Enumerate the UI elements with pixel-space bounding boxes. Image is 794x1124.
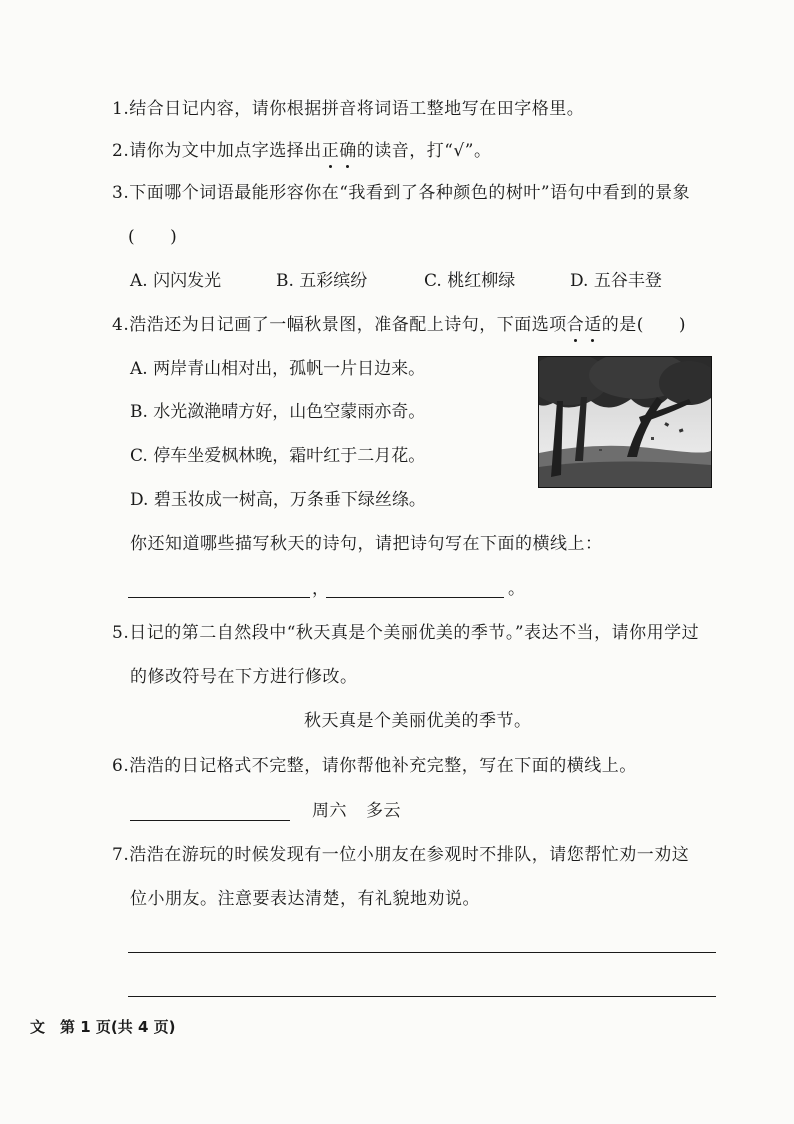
question-7-line-1: 7.浩浩在游玩的时候发现有一位小朋友在参观时不排队，请您帮忙劝一劝这 bbox=[112, 845, 690, 865]
q4-option-d[interactable]: D. 碧玉妆成一树高，万条垂下绿丝绦。 bbox=[130, 490, 426, 510]
sentence-to-revise: 秋天真是个美丽优美的季节。 bbox=[304, 711, 532, 731]
dotted-char-1: 正 bbox=[321, 141, 340, 161]
question-4 bbox=[112, 314, 686, 336]
q3-option-b[interactable]: B. 五彩缤纷 bbox=[276, 271, 368, 291]
q4-option-c[interactable]: C. 停车坐爱枫林晚，霜叶红于二月花。 bbox=[130, 446, 426, 466]
q3-option-d[interactable]: D. 五谷丰登 bbox=[570, 271, 662, 291]
question-6: 6.浩浩的日记格式不完整，请你帮他补充完整，写在下面的横线上。 bbox=[112, 756, 637, 776]
q3-option-c[interactable]: C. 桃红柳绿 bbox=[424, 271, 516, 291]
question-2-text-before: 2.请你为文中加点字选择出 bbox=[112, 141, 322, 161]
dotted-char-2: 确 bbox=[339, 141, 357, 161]
poem-prompt: 你还知道哪些描写秋天的诗句，请把诗句写在下面的横线上： bbox=[130, 534, 603, 554]
q4-option-b[interactable]: B. 水光潋滟晴方好，山色空蒙雨亦奇。 bbox=[130, 402, 426, 422]
question-2 bbox=[112, 140, 491, 162]
date-blank[interactable] bbox=[130, 820, 290, 821]
autumn-scene-image bbox=[538, 356, 712, 488]
dotted-char-4: 适 bbox=[584, 315, 602, 335]
question-7-line-2: 位小朋友。注意要表达清楚，有礼貌地劝说。 bbox=[130, 889, 480, 909]
q4-option-a[interactable]: A. 两岸青山相对出，孤帆一片日边来。 bbox=[130, 359, 426, 379]
poem-blank-1[interactable] bbox=[128, 597, 310, 598]
q3-option-a[interactable]: A. 闪闪发光 bbox=[130, 271, 222, 291]
diary-weather: 多云 bbox=[366, 801, 401, 821]
poem-comma: ， bbox=[312, 579, 330, 599]
question-3: 3.下面哪个词语最能形容你在“我看到了各种颜色的树叶”语句中看到的景象 bbox=[112, 183, 691, 203]
answer-line-1[interactable] bbox=[128, 952, 716, 953]
question-5-line-2: 的修改符号在下方进行修改。 bbox=[130, 667, 358, 687]
question-1: 1.结合日记内容，请你根据拼音将词语工整地写在田字格里。 bbox=[112, 99, 585, 119]
question-4-text-before: 4.浩浩还为日记画了一幅秋景图，准备配上诗句，下面选项 bbox=[112, 315, 567, 335]
poem-period: 。 bbox=[508, 579, 526, 599]
question-2-text-after: 的读音，打“√”。 bbox=[356, 141, 492, 161]
answer-parentheses: ( ) bbox=[128, 227, 178, 247]
dotted-char-3: 合 bbox=[566, 315, 585, 335]
answer-line-2[interactable] bbox=[128, 996, 716, 997]
diary-weekday: 周六 bbox=[312, 801, 347, 821]
poem-blank-2[interactable] bbox=[326, 597, 504, 598]
question-4-text-after: 的是( ) bbox=[601, 315, 686, 335]
question-5-line-1: 5.日记的第二自然段中“秋天真是个美丽优美的季节。”表达不当，请你用学过 bbox=[112, 623, 700, 643]
page-footer: 文 第 1 页(共 4 页) bbox=[30, 1018, 176, 1036]
